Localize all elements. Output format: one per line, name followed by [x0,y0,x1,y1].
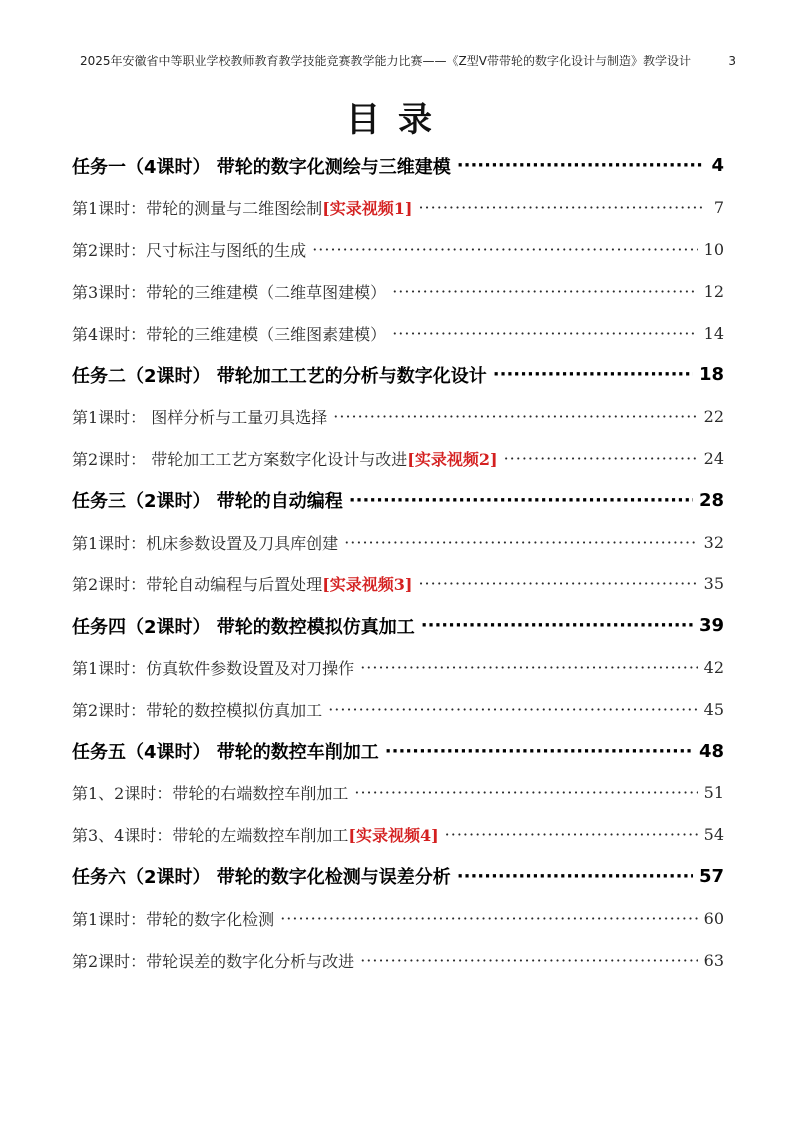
page-header [80,52,736,69]
dot-leader [445,825,698,844]
dot-leader [504,449,698,468]
toc-lesson-entry[interactable] [72,939,724,981]
dot-leader [349,490,693,511]
toc-lesson-entry[interactable] [72,563,724,605]
toc-entry-label: 第2课时：尺寸标注与图纸的生成 [72,240,307,260]
dot-leader [280,909,697,928]
toc-entry-label: 第3、4课时：带轮的左端数控车削加工[实录视频4] [72,826,439,846]
toc-entry-label: 任务五（4课时） 带轮的数控车削加工 [72,742,379,764]
dot-leader [385,741,693,762]
toc-page-number: 4 [711,155,724,177]
toc-page-number: 48 [698,740,724,762]
toc-page-number: 54 [703,825,724,845]
toc-entry-label: 第1课时： 图样分析与工量刃具选择 [72,408,328,428]
toc-entry-label: 第2课时： 带轮加工工艺方案数字化设计与改进[实录视频2] [72,449,498,469]
video-link[interactable]: [实录视频1] [322,199,413,219]
toc-page-number: 7 [713,198,724,218]
dot-leader [312,240,697,259]
toc-title: 目录 [346,100,450,140]
toc-page-number: 32 [703,532,724,552]
toc-entry-label: 第2课时：带轮的数控模拟仿真加工 [72,700,323,720]
toc-entry-label: 任务一（4课时） 带轮的数字化测绘与三维建模 [72,156,451,178]
dot-leader [360,951,697,970]
table-of-contents [72,145,724,981]
toc-entry-label: 第1课时：仿真软件参数设置及对刀操作 [72,658,355,678]
dot-leader [418,574,697,593]
toc-page-number: 12 [703,281,724,301]
toc-page-number: 42 [703,657,724,677]
toc-entry-label: 第2课时：带轮误差的数字化分析与改进 [72,951,355,971]
toc-lesson-entry[interactable] [72,772,724,814]
toc-task-entry[interactable] [72,145,724,187]
toc-page-number: 51 [703,783,724,803]
toc-page-number: 60 [703,908,724,928]
toc-entry-label: 任务六（2课时） 带轮的数字化检测与误差分析 [72,867,451,889]
toc-lesson-entry[interactable] [72,312,724,354]
toc-lesson-entry[interactable] [72,647,724,689]
toc-page-number: 57 [698,865,724,887]
dot-leader [457,155,704,176]
dot-leader [418,198,704,217]
toc-page-number: 35 [703,574,724,594]
toc-entry-label: 第3课时：带轮的三维建模（二维草图建模） [72,282,387,302]
toc-page-number: 22 [703,407,724,427]
toc-entry-label: 第1课时：带轮的数字化检测 [72,909,275,929]
video-link[interactable]: [实录视频4] [348,826,439,846]
dot-leader [392,282,697,301]
toc-lesson-entry[interactable] [72,187,724,229]
dot-leader [493,364,693,385]
toc-task-entry[interactable] [72,479,724,521]
toc-task-entry[interactable] [72,354,724,396]
toc-entry-label: 第2课时：带轮自动编程与后置处理[实录视频3] [72,575,413,595]
toc-page-number: 45 [703,699,724,719]
toc-entry-label: 任务二（2课时） 带轮加工工艺的分析与数字化设计 [72,365,487,387]
header-page-number: 3 [728,54,736,68]
toc-page-number: 10 [703,239,724,259]
toc-lesson-entry[interactable] [72,229,724,271]
toc-page-number: 63 [703,950,724,970]
toc-lesson-entry[interactable] [72,438,724,480]
toc-entry-label: 任务三（2课时） 带轮的自动编程 [72,491,343,513]
toc-page-number: 14 [703,323,724,343]
toc-entry-label: 第1课时：机床参数设置及刀具库创建 [72,533,339,553]
toc-task-entry[interactable] [72,605,724,647]
dot-leader [457,866,693,887]
toc-lesson-entry[interactable] [72,270,724,312]
dot-leader [360,658,697,677]
toc-entry-label: 第1、2课时：带轮的右端数控车削加工 [72,784,349,804]
dot-leader [344,533,697,552]
dot-leader [328,700,697,719]
dot-leader [333,407,697,426]
video-link[interactable]: [实录视频3] [322,575,413,595]
toc-task-entry[interactable] [72,856,724,898]
toc-entry-label: 任务四（2课时） 带轮的数控模拟仿真加工 [72,616,415,638]
toc-lesson-entry[interactable] [72,396,724,438]
header-text: 2025年安徽省中等职业学校教师教育教学技能竞赛教学能力比赛——《Z型V带带轮的数字化设计与制造》教学设计 [80,54,691,68]
toc-entry-label: 第1课时：带轮的测量与二维图绘制[实录视频1] [72,199,413,219]
toc-page-number: 18 [698,364,724,386]
dot-leader [354,783,697,802]
video-link[interactable]: [实录视频2] [407,449,498,469]
toc-page-number: 39 [698,615,724,637]
toc-entry-label: 第4课时：带轮的三维建模（三维图素建模） [72,324,387,344]
dot-leader [392,324,697,343]
toc-page-number: 28 [698,489,724,511]
toc-lesson-entry[interactable] [72,814,724,856]
toc-task-entry[interactable] [72,730,724,772]
toc-lesson-entry[interactable] [72,521,724,563]
toc-page-number: 24 [703,448,724,468]
dot-leader [421,615,693,636]
toc-lesson-entry[interactable] [72,688,724,730]
toc-lesson-entry[interactable] [72,897,724,939]
